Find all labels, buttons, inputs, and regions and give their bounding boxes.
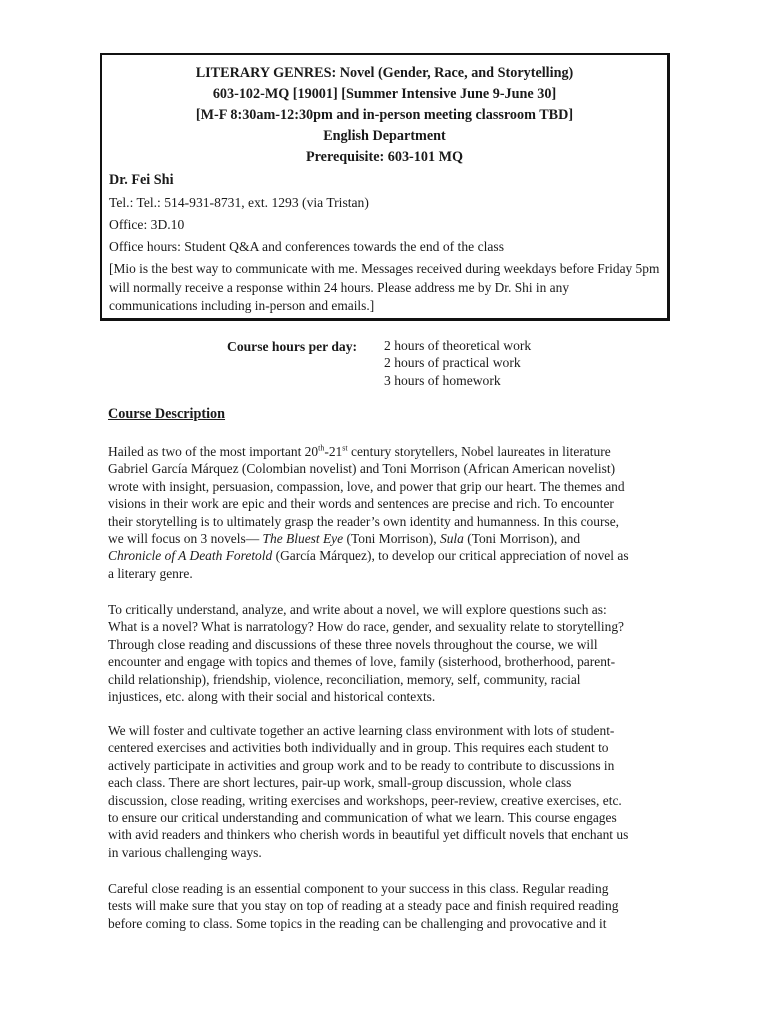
section-title-course-description: Course Description: [108, 406, 226, 422]
novel-title: Chronicle of A Death Foretold: [108, 548, 273, 564]
communication-note: [Mio is the best way to communicate with me. Messages received during weekdays before Friday 5pm will normally receive a response within 24 hours. Please address me by Dr. Shi in any communications including in-person and emails.]: [109, 261, 660, 313]
text-run: century storytellers, Nobel laureates in literature Gabriel García Márquez (Colombian novelist) and Toni Morrison (African American novelist) wrote with insight, persuasion, compassion, love, and power that grip our heart. The themes and visions in their work are epic and their words and sentences are precise and rich. To encounter their storytelling is to ultimately grasp the reader’s own identity and humanness. In this course, we will focus on 3 novels—: [108, 444, 625, 547]
description-paragraph-1: [108, 443, 630, 582]
office-hours: Office hours: Student Q&A and conferences towards the end of the class: [109, 239, 504, 254]
text-run: (García Márquez), to develop our critical appreciation of novel as a literary genre.: [108, 548, 629, 581]
description-paragraph-4: Careful close reading is an essential component to your success in this class. Regular reading tests will make sure that you stay on top of reading at a steady pace and finish required reading before coming to class. Some topics in the reading can be challenging and provocative and it: [108, 881, 619, 931]
novel-title: The Bluest Eye: [262, 531, 344, 547]
instructor-name: Dr. Fei Shi: [109, 172, 174, 188]
course-header-box: [100, 53, 670, 321]
course-hours-item: 3 hours of homework: [384, 372, 501, 388]
course-hours-label: Course hours per day:: [227, 339, 358, 354]
telephone: Tel.: Tel.: 514-931-8731, ext. 1293 (via Tristan): [109, 195, 369, 210]
prerequisite: Prerequisite: 603-101 MQ: [305, 149, 464, 165]
superscript: th: [318, 443, 325, 453]
department: English Department: [323, 128, 446, 144]
novel-title: Sula: [439, 531, 464, 547]
text-run: Hailed as two of the most important 20: [108, 444, 319, 459]
text-run: (Toni Morrison), and: [463, 531, 581, 547]
description-paragraph-3: We will foster and cultivate together an active learning class environment with lots of student-centered exercises and activities both individually and in group. This requires each student to actively participate in activities and group work and to be ready to contribute to discussions in each class. There are short lectures, pair-up work, small-group discussion, whole class discussion, close reading, writing exercises and workshops, peer-review, creative exercises, etc. to ensure our critical understanding and communication of what we learn. This course engages with avid readers and thinkers who cherish words in beautiful yet difficult novels that enchant us in various challenging ways.: [108, 723, 629, 860]
description-paragraph-2: To critically understand, analyze, and write about a novel, we will explore questions such as: What is a novel? What is narratology? How do race, gender, and sexuality relate to storytelling? Through close reading and discussions of these three novels throughout the course, we will encounter and engage with topics and themes of love, family (sisterhood, brotherhood, parent-child relationship), friendship, violence, reconciliation, memory, self, community, racial injustices, etc. along with their social and historical contexts.: [108, 602, 625, 705]
course-schedule: [M-F 8:30am-12:30pm and in-person meeting classroom TBD]: [195, 107, 574, 123]
text-run: -21: [324, 444, 343, 459]
text-run: (Toni Morrison),: [343, 531, 440, 547]
office-location: Office: 3D.10: [109, 217, 185, 232]
course-code: 603-102-MQ [19001] [Summer Intensive June 9-June 30]: [212, 86, 557, 102]
course-hours-item: 2 hours of practical work: [384, 355, 521, 371]
superscript: st: [342, 443, 348, 453]
course-hours-list: [384, 337, 531, 389]
course-title: LITERARY GENRES: Novel (Gender, Race, and Storytelling): [195, 65, 574, 81]
course-hours-item: 2 hours of theoretical work: [384, 338, 532, 353]
